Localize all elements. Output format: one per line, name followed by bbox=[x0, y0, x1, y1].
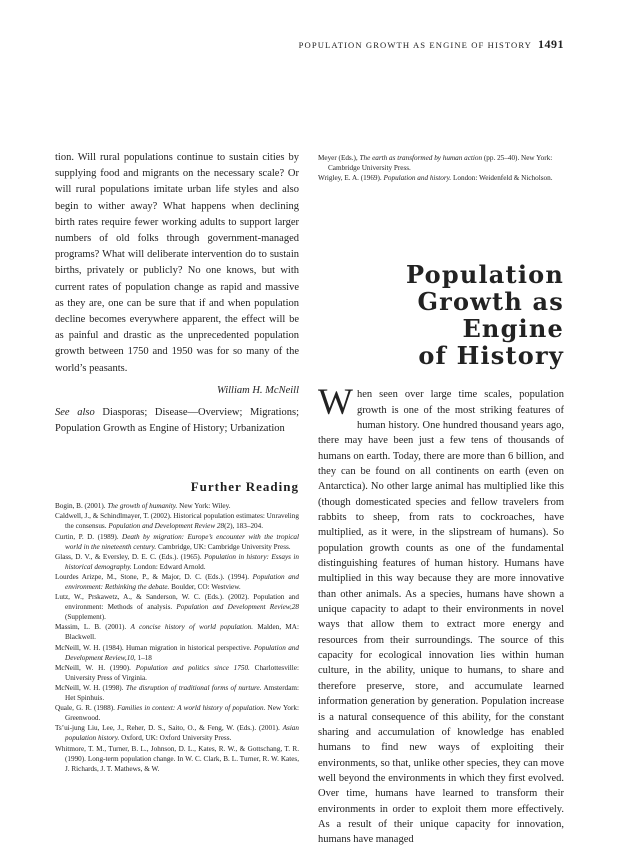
reference-entry bbox=[55, 572, 299, 592]
running-head bbox=[299, 37, 564, 52]
reference-title: Death by migration: Europe’s encounter with the tropical world in the nineteenth century. bbox=[65, 532, 299, 551]
reference-entry bbox=[55, 643, 299, 663]
reference-entry bbox=[55, 703, 299, 723]
reference-text: McNeill, W. H. (1998). bbox=[55, 683, 126, 692]
reference-entry bbox=[318, 153, 564, 173]
left-column bbox=[55, 150, 299, 774]
reference-text: New York: Greenwood. bbox=[65, 704, 300, 723]
reference-entry bbox=[55, 663, 299, 683]
see-also-links[interactable]: Diasporas; Disease—Overview; Migrations; Population Growth as Engine of History; Urbanization bbox=[55, 406, 300, 435]
reference-title: Population and history. bbox=[383, 174, 452, 183]
reference-text: McNeill, W. H. (1990). bbox=[55, 663, 136, 672]
body-paragraph: tion. Will rural populations continue to sustain cities by supplying food and migrants on the necessary scale? Or will rural populations imitate urban life styles and also begin to wither away? What happens when declining birth rates require fewer working adults to support larger numbers of old folks through government-managed programs? What will deliberate intervention do to sustain births, privately or publicly? No one knows, but with current rates of population change as rapid and massive as they are, one can be sure that if and when population decline becomes everywhere apparent, the effect will be as painful and drastic as the unprecedented population growth between 1750 and 1950 was for so many of the world’s peasants. bbox=[55, 152, 299, 374]
reference-title: The earth as transformed by human action bbox=[359, 154, 483, 162]
further-reading-heading: Further Reading bbox=[190, 479, 299, 495]
article-title-line: Growth as Engine bbox=[417, 287, 564, 344]
reference-text: Malden, MA: Blackwell. bbox=[65, 623, 299, 642]
reference-title: A concise history of world population. bbox=[130, 623, 254, 632]
reference-title: Population and environment: Rethinking the debate. bbox=[65, 572, 299, 591]
reference-text: New York: Wiley. bbox=[177, 502, 231, 511]
reference-text: Whitmore, T. M., Turner, B. L., Johnson, D. L., Kates, R. W., & Gottschang, T. R. (1990). Long-term population change. In W. C. Clark, B. L. Turner, R. W. Kates, J. Richards, J. T. Mathews, & W. bbox=[55, 744, 299, 773]
reference-title: Population and Development Review,28 bbox=[176, 603, 300, 612]
reference-text: Amsterdam: Het Spinhuis. bbox=[65, 683, 299, 703]
reference-text: Quale, G. R. (1988). bbox=[55, 704, 118, 713]
reference-text: Boulder, CO: Westview. bbox=[169, 583, 241, 591]
author-signature: William H. McNeill bbox=[217, 384, 299, 396]
reference-text: Curtin, P. D. (1989). bbox=[55, 532, 123, 541]
article-title bbox=[318, 261, 564, 369]
reference-text: 1–18 bbox=[135, 653, 152, 662]
see-also-label: See also bbox=[55, 406, 95, 418]
right-column bbox=[318, 153, 564, 858]
reference-text: (Supplement). bbox=[65, 613, 106, 622]
reference-title: Population and Development Review,10, bbox=[65, 643, 299, 662]
reference-text: Massim, L. B. (2001). bbox=[55, 623, 131, 632]
reference-text: Ts’ui-jung Liu, Lee, J., Reher, D. S., Saito, O., & Feng, W. (Eds.). (2001). bbox=[55, 724, 283, 733]
reference-entry bbox=[55, 552, 299, 572]
reference-entry bbox=[55, 501, 299, 511]
reference-text: McNeill, W. H. (1984). Human migration in historical perspective. bbox=[55, 643, 254, 652]
page-number: 1491 bbox=[538, 37, 564, 51]
reference-text: Cambridge, UK: Cambridge University Press. bbox=[156, 542, 291, 551]
drop-cap: W bbox=[318, 382, 353, 424]
reference-list bbox=[55, 501, 299, 774]
reference-text: Caldwell, J., & Schindlmayer, T. (2002). Historical population estimates: Unraveling the consensus. bbox=[55, 512, 299, 531]
reference-text: Lourdes Arizpe, M., Stone, P., & Major, D. C. (Eds.). (1994). bbox=[55, 572, 253, 581]
reference-title: The disruption of traditional forms of nurture. bbox=[125, 683, 262, 692]
reference-title: Families in context: A world history of population. bbox=[117, 704, 266, 713]
reference-entry bbox=[55, 723, 299, 743]
reference-list-continued bbox=[318, 153, 564, 183]
reference-text: Lutz, W., Prskawetz, A., & Sanderson, W. C. (Eds.). (2002). Population and environment: Methods of analysis. bbox=[55, 593, 299, 612]
reference-entry bbox=[318, 173, 564, 183]
reference-entry bbox=[55, 683, 299, 703]
article-title-line: Population bbox=[406, 260, 564, 290]
reference-text: Wrigley, E. A. (1969). bbox=[318, 174, 384, 183]
reference-entry bbox=[55, 511, 299, 531]
reference-text: (pp. 25–40). New York: Cambridge University Press. bbox=[328, 154, 553, 173]
reference-entry bbox=[55, 532, 299, 552]
reference-entry bbox=[55, 592, 299, 622]
article-body-text: hen seen over large time scales, population growth is one of the most striking features of human history. One hundred thousand years ago, there may have been just a few tens of thousands of humans on earth. Today, there are more than 6 billion, and they can be found on all continents on earth (even on Antarctica). No other large animal has multiplied like this (though domesticated species and fellow travelers from rabbits to sheep, from rats to cockroaches, have multiplied, as it were, in the slipstream of humans). So population growth counts as one of the fundamental distinguishing features of human history. Humans have multiplied in this way because they are more innovative than other animals. As a species, humans have shown a unique capacity to adapt to their environments in novel ways that allow them to extract more energy and resources from their surroundings. The source of this capacity for ecological innovation lies within human culture, in the ability, unique to humans, to share and therefore preserve, store, and accumulate learned information generation by generation. Population increase is a natural consequence of this ability, for the constant sharing and accumulation of knowledge has enabled humans to find new ways of exploiting their environments, so that, unlike other species, they can move well beyond the environments in which they first evolved. Over time, humans have learned to transform their environments in order to exploit them more effectively. As a result of their unique capacity for innovation, humans have managed bbox=[318, 389, 564, 846]
reference-text: (2), 183–204. bbox=[224, 522, 264, 531]
reference-text: London: Edward Arnold. bbox=[131, 562, 206, 571]
reference-text: Charlottesville: University Press of Virginia. bbox=[65, 663, 299, 682]
reference-entry bbox=[55, 744, 299, 774]
reference-text: Oxford, UK: Oxford University Press. bbox=[119, 734, 232, 743]
reference-text: Glass, D. V., & Eversley, D. E. C. (Eds.). (1965). bbox=[55, 552, 205, 561]
reference-title: The growth of humanity. bbox=[107, 502, 178, 511]
reference-title: Population in history: Essays in historical demography. bbox=[65, 552, 299, 571]
reference-title: Population and Development Review 28 bbox=[108, 522, 225, 531]
reference-title: Population and politics since 1750. bbox=[135, 663, 250, 672]
reference-entry bbox=[55, 622, 299, 642]
article-body bbox=[318, 382, 564, 847]
reference-text: Bogin, B. (2001). bbox=[55, 502, 108, 511]
reference-text: Meyer (Eds.), bbox=[318, 154, 360, 162]
see-also bbox=[55, 405, 299, 437]
running-head-title: POPULATION GROWTH AS ENGINE OF HISTORY bbox=[298, 40, 532, 50]
article-title-line: of History bbox=[418, 341, 564, 371]
reference-text: London: Weidenfeld & Nicholson. bbox=[451, 174, 553, 183]
reference-title: Asian population history. bbox=[65, 724, 299, 743]
